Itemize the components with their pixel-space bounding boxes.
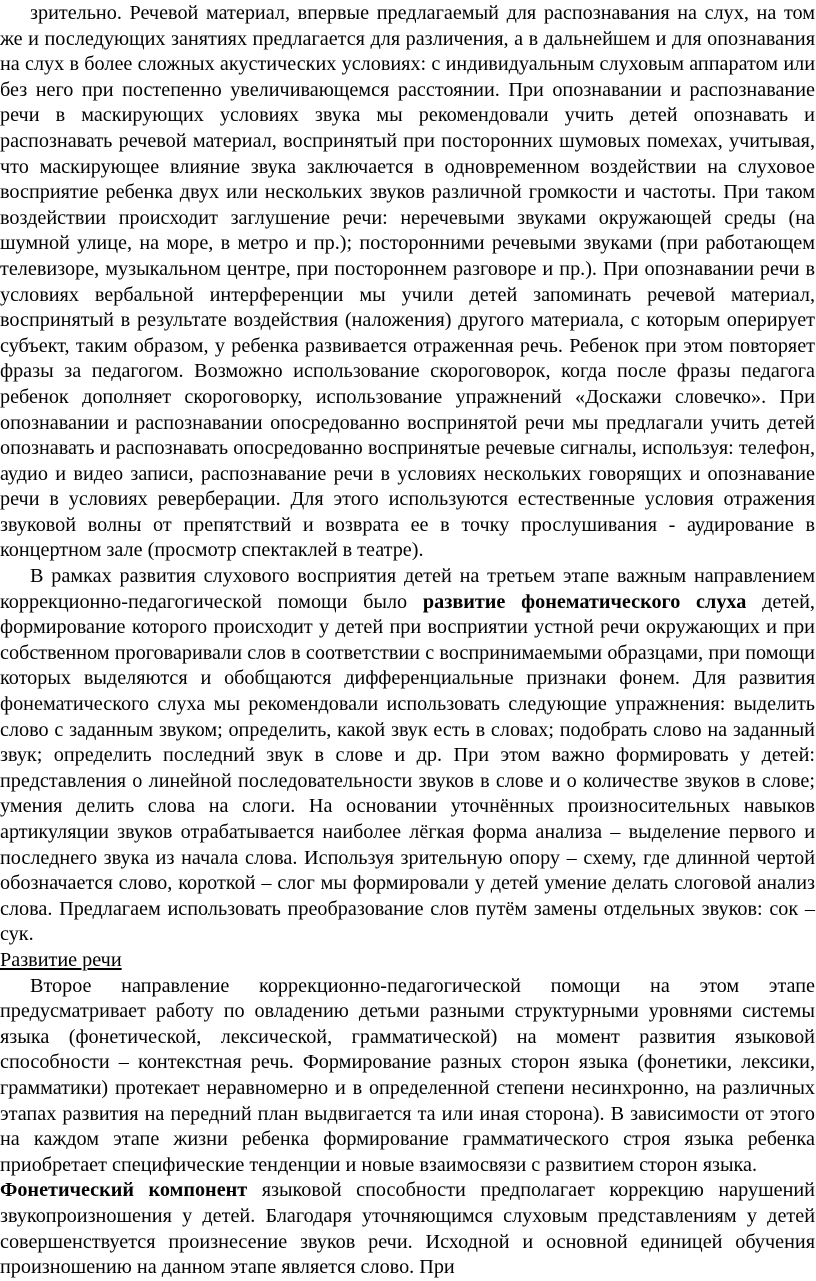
paragraph-phonemic-hearing <box>0 564 815 948</box>
phonemic-hearing-term: развитие фонематического слуха <box>422 590 747 613</box>
paragraph-auditory-recognition: зрительно. Речевой материал, впервые предлагаемый для распознавания на слух, на том же и последующих занятиях предлагается для различения, а в дальнейшем и для опознавания на слух в более сложных акустических условиях: с индивидуальным слуховым аппаратом или без него при постепенно увеличивающемся расстоянии. При опознавании и распознавание речи в маскирующих условиях звука мы рекомендовали учить детей опознавать и распознавать речевой материал, воспринятый при посторонних шумовых помехах, учитывая, что маскирующее влияние звука заключается в одновременном воздействии на слуховое восприятие ребенка двух или нескольких звуков различной громкости и частоты. При таком воздействии происходит заглушение речи: неречевыми звуками окружающей среды (на шумной улице, на море, в метро и пр.); посторонними речевыми звуками (при работающем телевизоре, музыкальном центре, при постороннем разговоре и пр.). При опознавании речи в условиях вербальной интерференции мы учили детей запоминать речевой материал, воспринятый в результате воздействия (наложения) другого материала, с которым оперирует субъект, таким образом, у ребенка развивается отраженная речь. Ребенок при этом повторяет фразы за педагогом. Возможно использование скороговорок, когда после фразы педагога ребенок дополняет скороговорку, использование упражнений «Доскажи словечко». При опознавании и распознавании опосредованно воспринятой речи мы предлагали учить детей опознавать и распознавать опосредованно воспринятые речевые сигналы, используя: телефон, аудио и видео записи, распознавание речи в условиях нескольких говорящих и опознавание речи в условиях реверберации. Для этого используются естественные условия отражения звуковой волны от препятствий и возврата ее в точку прослушивания - аудирование в концертном зале (просмотр спектаклей в театре). <box>0 2 815 562</box>
phonetic-component-term: Фонетический компонент <box>0 1179 248 1202</box>
paragraph-phonetic-component <box>0 1178 815 1280</box>
section-heading-speech-development: Развитие речи <box>0 948 122 971</box>
paragraph-phonetic-component-body: языковой способности предполагает коррекцию нарушений звукопроизношения у детей. Благодаря уточняющимся слуховым представлениям у детей совершенствуется произнесение звуков речи. Исходной и основной единицей обучения произношению на данном этапе является слово. При <box>0 1179 815 1279</box>
paragraph-phonemic-hearing-body: детей, формирование которого происходит у детей при восприятии устной речи окружающих и при собственном проговаривали слов в соответствии с воспринимаемыми образцами, при помощи которых выделяются и обобщаются дифференциальные признаки фонем. Для развития фонематического слуха мы рекомендовали использовать следующие упражнения: выделить слово с заданным звуком; определить, какой звук есть в словах; подобрать слово на заданный звук; определить последний звук в слове и др. При этом важно формировать у детей: представления о линейной последовательности звуков в слове и о количестве звуков в слове; умения делить слова на слоги. На основании уточнённых произносительных навыков артикуляции звуков отрабатывается наиболее лёгкая форма анализа – выделение первого и последнего звука из начала слова. Используя зрительную опору – схему, где длинной чертой обозначается слово, короткой – слог мы формировали у детей умение делать слоговой анализ слова. Предлагаем использовать преобразование слов путём замены отдельных звуков: сок – сук. <box>0 590 815 946</box>
paragraph-phonemic-hearing-intro: В рамках развития слухового восприятия детей на третьем этапе важным направлением коррекционно-педагогической помощи было <box>0 565 815 613</box>
paragraph-language-structure: Второе направление коррекционно-педагогической помощи на этом этапе предусматривает работу по овладению детьми разными структурными уровнями системы языка (фонетической, лексической, грамматической) на момент развития языковой способности – контекстная речь. Формирование разных сторон языка (фонетики, лексики, грамматики) протекает неравномерно и в определенной степени несинхронно, на различных этапах развития на передний план выдвигается та или иная сторона). В зависимости от этого на каждом этапе жизни ребенка формирование грамматического строя языка ребенка приобретает специфические тенденции и новые взаимосвязи с развитием сторон языка. <box>0 974 815 1176</box>
